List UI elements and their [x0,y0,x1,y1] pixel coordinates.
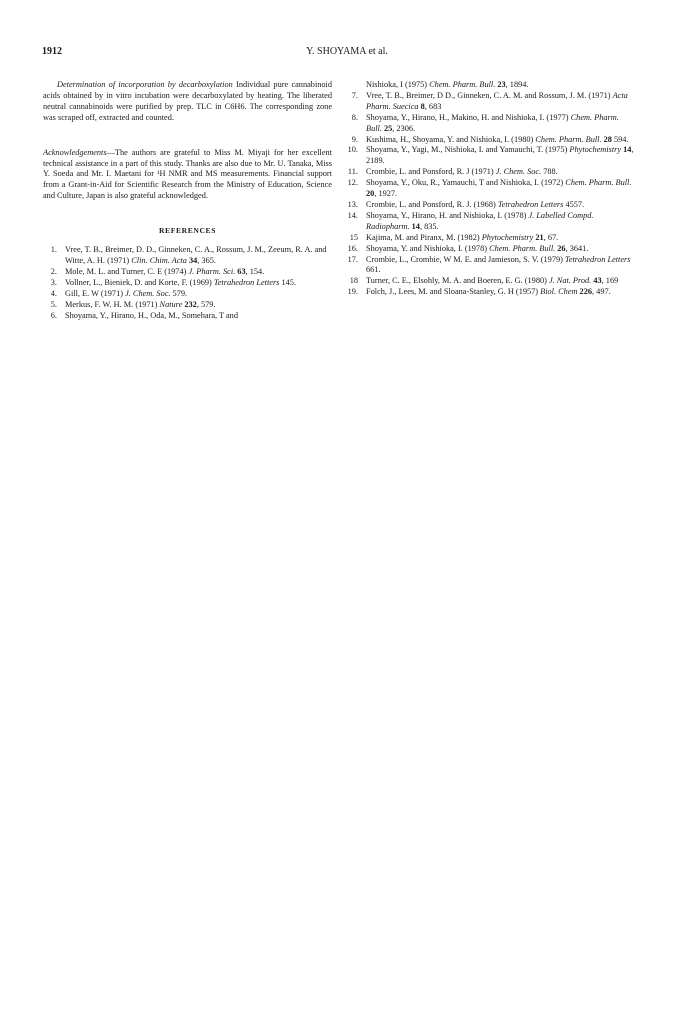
reference-journal: Nature [159,299,183,309]
reference-item [43,278,332,289]
reference-pages: , 67. [543,232,559,242]
reference-volume: 14 [621,145,632,155]
references-list-right [344,80,634,298]
reference-item [344,145,634,167]
reference-item [344,135,634,146]
reference-journal: Chem. Pharm. Bull. [565,178,632,188]
reference-number: 15 [349,232,358,242]
reference-number: 19. [347,287,358,297]
reference-journal: Phytochemistry [481,232,534,242]
acknowledgements-text: —The authors are grateful to Miss M. Miyaji for her excellent technical assistance in a part of this study. Thanks are also due to Mr. U. Tanaka, Miss Y. Soeda and Mr. I. Maetani for ¹H NMR and MS measurements. Financial support from a Grant-in-Aid for Scientific Research from the Ministry of Education, Science and Culture, Japan is also grateful acknowledged. [43,147,332,201]
reference-authors: Shoyama, Y., Hirano, H., Oda, M., Somehara, T and [65,310,238,320]
reference-authors: Nishioka, I (1975) [366,80,430,89]
reference-pages: , 2306. [392,123,416,133]
reference-authors: Shoyama, Y., Hirano, H. and Nishioka, I. (1978) [366,210,529,220]
reference-number: 18 [349,276,358,286]
reference-authors: Gill, E. W (1971) [65,288,126,298]
reference-pages: , 1894. [505,80,529,89]
reference-item [43,267,332,278]
reference-volume: 25 [381,123,393,133]
reference-number: 10. [347,145,358,155]
reference-volume: 226 [577,287,593,297]
decarboxylation-paragraph [43,80,332,124]
reference-number: 7. [351,90,358,100]
reference-item [344,167,634,178]
reference-volume: 20 [366,189,375,199]
reference-item [344,113,634,135]
reference-pages: 661. [366,265,381,275]
reference-volume: 14 [409,221,420,231]
reference-authors: Crombie, L., Crombie, W M. E. and Jamieson, S. V. (1979) [366,254,565,264]
reference-journal: Acta Pharm. Suecica [366,90,628,111]
reference-journal: Clin. Chim. Acta [131,255,187,265]
reference-journal: Tetrahedron Letters [213,277,280,287]
reference-volume: 21 [533,232,544,242]
reference-item [344,233,634,244]
reference-journal: Chem. Pharm. Bull. [429,80,496,89]
reference-pages: , 169 [601,276,619,286]
reference-item [43,311,332,322]
reference-journal: Phytochemistry [569,145,622,155]
reference-journal: J. Chem. Soc. [125,288,171,298]
reference-authors: Shoyama, Y., Yagi, M., Nishioka, I. and Yamauchi, T. (1975) [366,145,570,155]
reference-journal: J. Pharm. Sci. [188,266,236,276]
reference-item [344,255,634,277]
reference-journal: J. Nat. Prod. [548,276,592,286]
reference-journal: J. Chem. Soc. [495,167,542,177]
reference-volume: 43 [591,276,602,286]
reference-number: 14. [347,210,358,220]
reference-authors: Folch, J., Lees, M. and Sloana-Stanley, G. H (1957) [366,287,541,297]
running-title: Y. SHOYAMA et al. [306,46,388,57]
acknowledgements-paragraph [43,148,332,203]
reference-journal: Tetrahedron Letters [497,199,564,209]
reference-item [344,211,634,233]
reference-journal: Biol. Chem [540,287,578,297]
left-column [43,80,332,321]
reference-number: 4. [50,288,57,298]
reference-pages: 594. [611,134,629,144]
reference-item [43,245,332,267]
reference-pages: , 1927. [374,189,398,199]
reference-pages: , 835. [419,221,439,231]
reference-authors: Crombie, L. and Ponsford, R. J (1971) [366,167,496,177]
reference-item [43,289,332,300]
references-list-left [43,245,332,321]
reference-pages: , 497. [592,287,611,297]
reference-number: 5. [50,299,57,309]
reference-journal: Chem. Pharm. Bull. [535,134,602,144]
reference-number: 11. [347,167,358,177]
reference-number: 1. [50,245,57,255]
reference-volume: 26 [555,243,566,253]
reference-number: 12. [347,178,358,188]
reference-item [344,276,634,287]
reference-journal: J. Labelled Compd. Radiopharm. [366,210,594,231]
reference-number: 3. [50,277,57,287]
reference-number: 8. [351,112,358,122]
acknowledgements-title: Acknowledgements [43,147,107,157]
reference-pages: , 683 [424,101,442,111]
reference-authors: Kajima, M. and Piranx, M. (1982) [366,232,482,242]
reference-volume: 8 [418,101,425,111]
reference-number: 6. [50,310,57,320]
reference-item [344,244,634,255]
reference-authors: Crombie, L. and Ponsford, R. J. (1968) [366,199,498,209]
reference-number: 17. [347,254,358,264]
reference-pages: 4557. [563,199,585,209]
reference-number: 16. [347,243,358,253]
reference-authors: Mole, M. L. and Turner, C. E (1974) [65,266,189,276]
reference-authors: Vollner, L., Bieniek, D. and Korte, F. (1969) [65,277,214,287]
reference-pages: 579. [170,288,188,298]
reference-authors: Shoyama, Y. and Nishioka, I. (1978) [366,243,490,253]
reference-authors: Kushima, H., Shoyama, Y. and Nishioka, I. (1980) [366,134,536,144]
reference-volume: 232 [182,299,197,309]
reference-pages: , 2189. [366,145,634,166]
reference-authors: Vree, T. B., Breimer, D D., Ginneken, C. A. M. and Rossum, J. M. (1971) [366,90,613,100]
reference-pages: , 579. [196,299,216,309]
reference-volume: 23 [495,80,506,89]
reference-pages: , 154. [245,266,265,276]
paragraph-text: Individual pure cannabinoid acids obtained by in vitro incubation were decarboxylated by heating. The liberated neutral cannabinoids were purified by prep. TLC in C6H6. The corresponding zone was scraped off, extracted and counted. [43,80,332,122]
reference-authors: Shoyama, Y., Oku, R., Yamauchi, T and Nishioka, I. (1972) [366,178,566,188]
reference-item [43,300,332,311]
reference-authors: Merkus, F. W. H. M. (1971) [65,299,160,309]
references-heading: REFERENCES [158,226,217,236]
reference-authors: Vree, T. B., Breimer, D. D., Ginneken, C. A., Rossum, J. M., Zeeum, R. A. and Witte, A. H. (1971) [65,245,327,265]
reference-number: 9. [351,134,358,144]
reference-journal: Chem. Pharm. Bull. [366,112,619,133]
reference-item [344,91,634,113]
reference-number: 2. [50,266,57,276]
page-number: 1912 [42,46,62,57]
reference-item [344,287,634,298]
paragraph-title: Determination of incorporation by decarboxylation [57,80,233,89]
reference-pages: , 365. [197,255,216,265]
reference-item [344,80,634,91]
reference-pages: 145. [279,277,297,287]
reference-item [344,200,634,211]
right-column [344,80,634,298]
page-header [42,46,652,60]
reference-authors: Shoyama, Y., Hirano, H., Makino, H. and Nishioka, I. (1977) [366,112,571,122]
reference-item [344,178,634,200]
reference-volume: 34 [186,255,198,265]
reference-journal: Chem. Pharm. Bull. [489,243,556,253]
reference-journal: Tetrahedron Letters [564,254,631,264]
reference-volume: 28 [601,134,612,144]
reference-volume: 63 [235,266,246,276]
reference-pages: , 3641. [565,243,589,253]
reference-number: 13. [347,199,358,209]
reference-pages: 788. [541,167,558,177]
reference-authors: Turner, C. E., Elsohly, M. A. and Boeren, E. G. (1980) [366,276,549,286]
